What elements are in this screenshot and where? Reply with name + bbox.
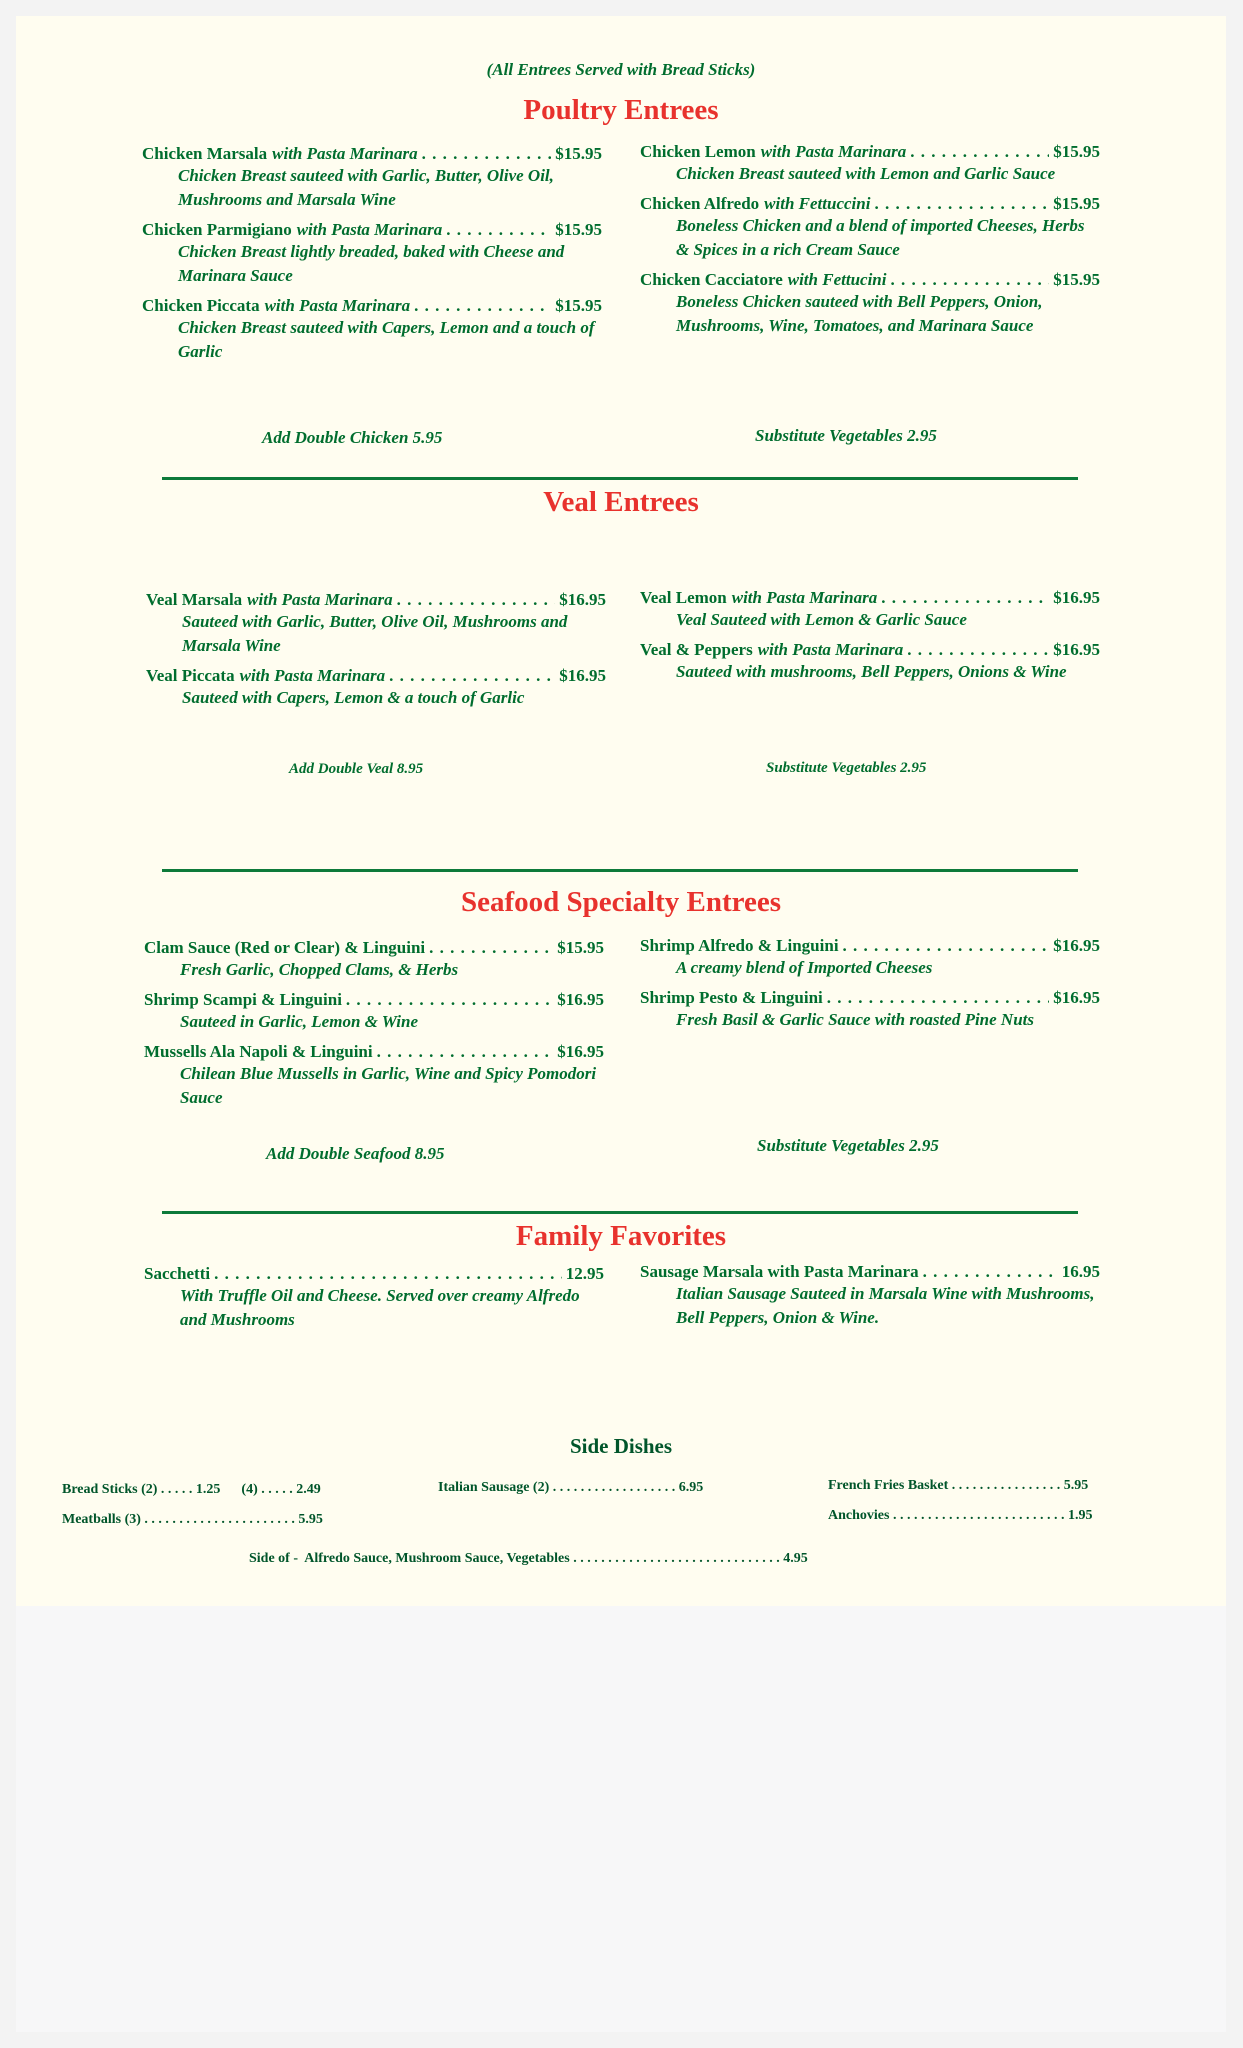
add-double-chicken-note: Add Double Chicken 5.95 (262, 428, 443, 447)
item-description: Italian Sausage Sauteed in Marsala Wine with Mushrooms, Bell Peppers, Onion & Wine. (676, 1284, 1095, 1327)
item-name: Shrimp Alfredo & Linguini (640, 936, 839, 955)
item-description: Boneless Chicken sauteed with Bell Peppers, Onion, Mushrooms, Wine, Tomatoes, and Marinara Sauce (676, 292, 1043, 335)
item-name: Sacchetti (144, 1264, 211, 1283)
item-description: Sauteed in Garlic, Lemon & Wine (180, 1012, 419, 1031)
item-side: with Fettucini (787, 270, 887, 289)
side-of-sauces: Side of - Alfredo Sauce, Mushroom Sauce, Vegetables . . . . . . . . . . . . . . . . . . . . . . . . . . . . . . 4.95 (249, 1551, 808, 1566)
menu-item (640, 640, 1100, 684)
item-name: Mussells Ala Napoli & Linguini (144, 1042, 373, 1061)
item-name: Chicken Piccata (142, 296, 260, 315)
item-price: $16.95 (1053, 936, 1100, 955)
menu-item (144, 1264, 604, 1332)
item-side: with Pasta Marinara (731, 588, 878, 607)
menu-sheet (16, 16, 1226, 1606)
item-side: with Pasta Marinara (247, 590, 393, 609)
menu-item (640, 936, 1100, 980)
item-price: $16.95 (559, 666, 606, 685)
item-description: A creamy blend of Imported Cheeses (676, 958, 933, 977)
menu-item (640, 988, 1100, 1032)
side-bread-sticks: Bread Sticks (2) . . . . . 1.25 (4) . . . . . 2.49 (62, 1482, 321, 1497)
menu-item (144, 990, 604, 1034)
bread-sticks-note: (All Entrees Served with Bread Sticks) (486, 60, 756, 79)
veal-title: Veal Entrees (543, 486, 699, 518)
item-price: $15.95 (1053, 270, 1100, 289)
family-favorites-title: Family Favorites (515, 1220, 727, 1252)
item-description: Sauteed with mushrooms, Bell Peppers, Onions & Wine (676, 662, 1067, 681)
veal-left-column (146, 590, 606, 718)
item-description: Chicken Breast sauteed with Capers, Lemon and a touch of Garlic (178, 318, 595, 361)
item-description: With Truffle Oil and Cheese. Served over creamy Alfredo and Mushrooms (180, 1286, 580, 1329)
substitute-vegetables-note: Substitute Vegetables 2.95 (766, 760, 927, 776)
item-side: with Pasta Marinara (239, 666, 386, 685)
item-price: $16.95 (1053, 640, 1100, 659)
item-name: Chicken Lemon (640, 142, 756, 161)
add-double-veal-note: Add Double Veal 8.95 (289, 761, 424, 777)
section-divider (162, 1211, 1078, 1214)
item-description: Sauteed with Capers, Lemon & a touch of Garlic (182, 688, 525, 707)
family-right-column (640, 1262, 1100, 1338)
item-price: $15.95 (555, 296, 602, 315)
item-description: Chicken Breast sauteed with Lemon and Garlic Sauce (676, 164, 1056, 183)
item-side: with Pasta Marinara (757, 640, 904, 659)
item-side: with Fettuccini (764, 194, 871, 213)
side-dishes-title: Side Dishes (569, 1434, 673, 1458)
side-french-fries: French Fries Basket . . . . . . . . . . . . . . . . 5.95 (828, 1478, 1089, 1493)
menu-item (640, 270, 1100, 338)
add-double-seafood-note: Add Double Seafood 8.95 (266, 1144, 445, 1163)
item-description: Fresh Garlic, Chopped Clams, & Herbs (180, 960, 459, 979)
item-name: Shrimp Scampi & Linguini (144, 990, 342, 1009)
menu-item (640, 588, 1100, 632)
menu-item (640, 194, 1100, 262)
item-description: Boneless Chicken and a blend of imported Cheeses, Herbs & Spices in a rich Cream Sauce (676, 216, 1085, 259)
item-name: Veal Lemon (640, 588, 727, 607)
item-name: Chicken Cacciatore (640, 270, 783, 289)
menu-item (146, 590, 606, 658)
item-price: $16.95 (557, 1042, 604, 1061)
poultry-title: Poultry Entrees (523, 94, 719, 126)
item-price: $15.95 (1053, 194, 1100, 213)
item-price: $15.95 (555, 220, 602, 239)
seafood-right-column (640, 936, 1100, 1040)
menu-item (146, 666, 606, 710)
menu-item (640, 1262, 1100, 1330)
item-price: $16.95 (559, 590, 606, 609)
item-price: 12.95 (565, 1264, 604, 1283)
item-name: Shrimp Pesto & Linguini (640, 988, 823, 1007)
menu-item (142, 296, 602, 364)
menu-item (640, 142, 1100, 186)
item-description: Chicken Breast sauteed with Garlic, Butter, Olive Oil, Mushrooms and Marsala Wine (178, 166, 554, 209)
item-description: Chicken Breast lightly breaded, baked with Cheese and Marinara Sauce (178, 242, 565, 285)
item-side: with Pasta Marinara (264, 296, 411, 315)
section-divider (162, 869, 1078, 872)
item-name: Chicken Parmigiano (142, 220, 292, 239)
menu-item (144, 938, 604, 982)
item-name: Veal Piccata (146, 666, 235, 685)
item-price: $15.95 (1053, 142, 1100, 161)
item-price: $16.95 (557, 990, 604, 1009)
item-description: Veal Sauteed with Lemon & Garlic Sauce (676, 610, 967, 629)
side-italian-sausage: Italian Sausage (2) . . . . . . . . . . . . . . . . . . 6.95 (438, 1480, 704, 1495)
poultry-left-column (142, 144, 602, 372)
item-name: Sausage Marsala with Pasta Marinara (640, 1262, 919, 1281)
substitute-vegetables-note: Substitute Vegetables 2.95 (757, 1136, 939, 1155)
item-side: with Pasta Marinara (272, 144, 418, 163)
item-description: Chilean Blue Mussells in Garlic, Wine and Spicy Pomodori Sauce (180, 1064, 597, 1107)
item-name: Chicken Alfredo (640, 194, 760, 213)
family-left-column (144, 1264, 604, 1340)
seafood-left-column (144, 938, 604, 1118)
item-price: $15.95 (555, 144, 602, 163)
item-price: $15.95 (557, 938, 604, 957)
menu-item (142, 144, 602, 212)
item-name: Veal Marsala (146, 590, 243, 609)
item-name: Clam Sauce (Red or Clear) & Linguini (144, 938, 426, 957)
item-side: with Pasta Marinara (760, 142, 907, 161)
blank-lower-area (16, 1606, 1226, 2032)
item-name: Chicken Marsala (142, 144, 268, 163)
item-price: $16.95 (1053, 988, 1100, 1007)
item-price: 16.95 (1061, 1262, 1100, 1281)
section-divider (162, 477, 1078, 480)
side-meatballs: Meatballs (3) . . . . . . . . . . . . . . . . . . . . . . 5.95 (62, 1512, 323, 1527)
side-anchovies: Anchovies . . . . . . . . . . . . . . . . . . . . . . . . . 1.95 (828, 1508, 1093, 1523)
item-side: with Pasta Marinara (296, 220, 443, 239)
seafood-title: Seafood Specialty Entrees (460, 886, 782, 918)
item-price: $16.95 (1053, 588, 1100, 607)
menu-item (142, 220, 602, 288)
substitute-vegetables-note: Substitute Vegetables 2.95 (755, 426, 937, 445)
menu-item (144, 1042, 604, 1110)
poultry-right-column (640, 142, 1100, 346)
item-description: Fresh Basil & Garlic Sauce with roasted Pine Nuts (676, 1010, 1034, 1029)
veal-right-column (640, 588, 1100, 692)
item-description: Sauteed with Garlic, Butter, Olive Oil, Mushrooms and Marsala Wine (182, 612, 568, 655)
item-name: Veal & Peppers (640, 640, 753, 659)
